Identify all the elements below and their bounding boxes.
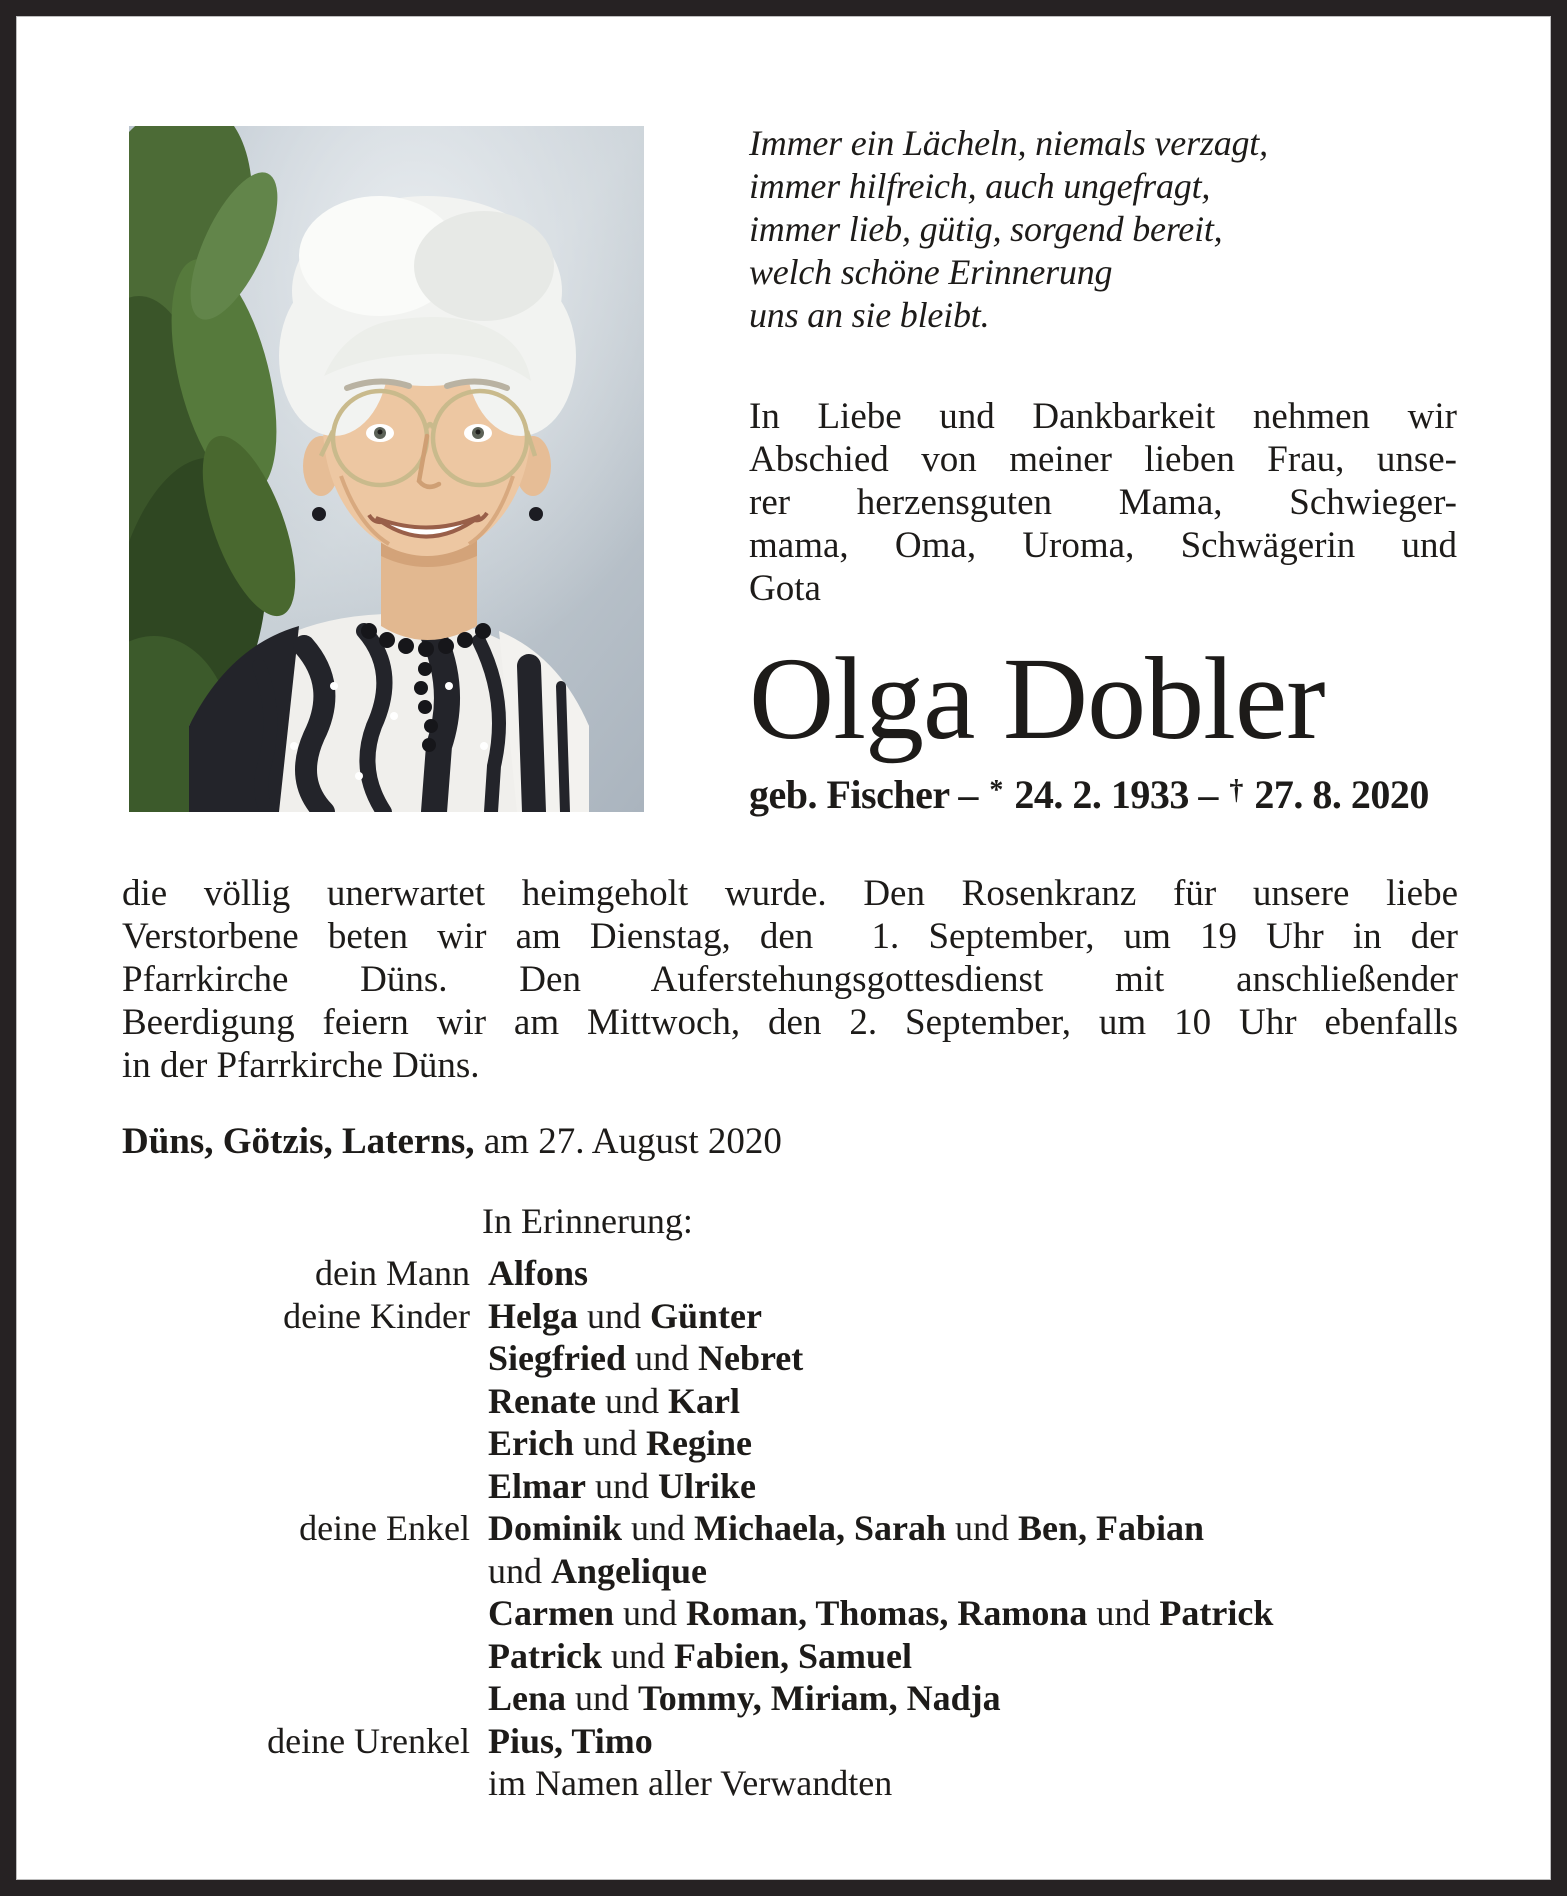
signoff-line bbox=[122, 1120, 782, 1163]
relative-names bbox=[488, 1720, 1502, 1763]
relation-label bbox=[122, 1337, 488, 1380]
relative-names bbox=[488, 1635, 1502, 1678]
name-text: Nebret bbox=[697, 1338, 804, 1378]
name-text: Günter bbox=[649, 1295, 762, 1336]
text-line: immer hilfreich, auch ungefragt, bbox=[749, 166, 1211, 206]
text-line: in der Pfarrkirche Düns. bbox=[122, 1045, 480, 1086]
relation-label: dein Mann bbox=[315, 1253, 470, 1293]
text-line: die völlig unerwartet heimgeholt wurde. Den Rosenkranz für unsere liebe bbox=[122, 873, 1458, 914]
name-text: Siegfried bbox=[488, 1338, 626, 1378]
name-text: Patrick bbox=[1159, 1593, 1274, 1633]
name-text: Helga bbox=[488, 1295, 578, 1336]
maiden-name: geb. Fischer – bbox=[749, 772, 988, 817]
connector-text: und bbox=[585, 1465, 658, 1506]
text-line: welch schöne Erinnerung bbox=[749, 252, 1113, 292]
relation-label bbox=[122, 1550, 488, 1593]
memorial-row bbox=[122, 1337, 1502, 1380]
relation-label bbox=[122, 1592, 488, 1635]
relative-names bbox=[488, 1592, 1502, 1635]
name-text: Carmen bbox=[488, 1593, 614, 1633]
relative-names bbox=[488, 1762, 1502, 1805]
name-text: Tommy, Miriam, Nadja bbox=[638, 1678, 1001, 1718]
deceased-dates bbox=[749, 771, 1457, 818]
name-text: Michaela, Sarah bbox=[694, 1508, 947, 1548]
died-cross-symbol: † bbox=[1229, 775, 1243, 807]
portrait-illustration bbox=[129, 126, 644, 812]
right-column bbox=[749, 122, 1457, 818]
relation-label: deine Urenkel bbox=[267, 1720, 470, 1761]
memorial-list bbox=[122, 1200, 1502, 1805]
memorial-title: In Erinnerung: bbox=[482, 1201, 693, 1241]
funeral-announcement bbox=[122, 872, 1458, 1087]
text-line: Beerdigung feiern wir am Mittwoch, den 2. September, um 10 Uhr ebenfalls bbox=[122, 1002, 1458, 1043]
name-text: Renate bbox=[488, 1380, 596, 1421]
signoff-places: Düns, Götzis, Laterns, bbox=[122, 1121, 475, 1162]
relative-names bbox=[488, 1337, 1502, 1380]
relative-names bbox=[488, 1380, 1502, 1423]
memorial-row bbox=[122, 1380, 1502, 1423]
connector-text: und bbox=[613, 1593, 686, 1633]
relative-names bbox=[488, 1677, 1502, 1720]
name-text: Patrick bbox=[488, 1635, 602, 1676]
connector-text: und bbox=[566, 1678, 639, 1718]
name-text: Ulrike bbox=[657, 1465, 756, 1506]
relation-label bbox=[122, 1635, 488, 1678]
relation-label bbox=[122, 1465, 488, 1508]
memorial-poem bbox=[749, 122, 1457, 337]
name-text: Regine bbox=[646, 1423, 752, 1463]
text-line: Pfarrkirche Düns. Den Auferstehungsgottesdienst mit anschließender bbox=[122, 959, 1458, 1000]
connector-text: im Namen aller Verwandten bbox=[488, 1763, 893, 1803]
text-line: In Liebe und Dankbarkeit nehmen wir bbox=[749, 396, 1457, 437]
memorial-row bbox=[122, 1550, 1502, 1593]
text-line: Abschied von meiner lieben Frau, unse- bbox=[749, 439, 1457, 480]
connector-text: und bbox=[625, 1338, 698, 1378]
relative-names bbox=[488, 1422, 1502, 1465]
farewell-paragraph bbox=[749, 395, 1457, 610]
relation-label bbox=[122, 1677, 488, 1720]
deceased-name: Olga Dobler bbox=[749, 633, 1325, 764]
relation-label bbox=[122, 1762, 488, 1805]
relative-names bbox=[488, 1252, 1502, 1295]
born-star-symbol: * bbox=[989, 775, 1003, 807]
text-line: Immer ein Lächeln, niemals verzagt, bbox=[749, 123, 1268, 163]
name-text: Lena bbox=[488, 1678, 567, 1718]
relative-names bbox=[488, 1550, 1502, 1593]
signoff-date: am 27. August 2020 bbox=[474, 1121, 782, 1162]
connector-text: und bbox=[946, 1508, 1019, 1548]
name-text: Roman, Thomas, Ramona bbox=[685, 1593, 1088, 1633]
portrait-photo bbox=[129, 126, 644, 812]
connector-text: und bbox=[577, 1295, 650, 1336]
name-text: Ben, Fabian bbox=[1018, 1508, 1205, 1548]
memorial-row bbox=[122, 1720, 1502, 1763]
connector-text: und bbox=[488, 1550, 551, 1591]
text-line: uns an sie bleibt. bbox=[749, 295, 990, 335]
relative-names bbox=[488, 1465, 1502, 1508]
connector-text: und bbox=[595, 1380, 668, 1421]
memorial-row bbox=[122, 1762, 1502, 1805]
connector-text: und bbox=[1087, 1593, 1160, 1633]
connector-text: und bbox=[622, 1508, 695, 1548]
name-text: Angelique bbox=[551, 1550, 708, 1591]
name-text: Alfons bbox=[488, 1253, 589, 1293]
relation-label bbox=[122, 1422, 488, 1465]
earring-left bbox=[312, 507, 326, 521]
relation-label bbox=[122, 1380, 488, 1423]
relation-label: deine Kinder bbox=[283, 1295, 470, 1336]
name-text: Dominik bbox=[488, 1508, 623, 1548]
memorial-row bbox=[122, 1507, 1502, 1550]
name-text: Elmar bbox=[488, 1465, 586, 1506]
name-text: Erich bbox=[488, 1423, 574, 1463]
connector-text: und bbox=[601, 1635, 674, 1676]
name-text: Karl bbox=[667, 1380, 740, 1421]
relative-names bbox=[488, 1507, 1502, 1550]
death-date: 27. 8. 2020 bbox=[1244, 772, 1429, 817]
memorial-row bbox=[122, 1422, 1502, 1465]
memorial-rows bbox=[122, 1252, 1502, 1805]
memorial-row bbox=[122, 1592, 1502, 1635]
name-text: Fabien, Samuel bbox=[673, 1635, 912, 1676]
memorial-row bbox=[122, 1635, 1502, 1678]
earring-right bbox=[529, 507, 543, 521]
memorial-row bbox=[122, 1295, 1502, 1338]
connector-text: und bbox=[574, 1423, 646, 1463]
memorial-row bbox=[122, 1677, 1502, 1720]
text-line: Gota bbox=[749, 568, 821, 609]
text-line: rer herzensguten Mama, Schwieger- bbox=[749, 482, 1457, 523]
memorial-row bbox=[122, 1252, 1502, 1295]
relation-label: deine Enkel bbox=[299, 1508, 470, 1548]
name-text: Pius, Timo bbox=[488, 1720, 653, 1761]
text-line: immer lieb, gütig, sorgend bereit, bbox=[749, 209, 1223, 249]
relative-names bbox=[488, 1295, 1502, 1338]
birth-date: 24. 2. 1933 – bbox=[1004, 772, 1228, 817]
text-line: mama, Oma, Uroma, Schwägerin und bbox=[749, 525, 1457, 566]
text-line: Verstorbene beten wir am Dienstag, den 1. September, um 19 Uhr in der bbox=[122, 916, 1458, 957]
memorial-row bbox=[122, 1465, 1502, 1508]
